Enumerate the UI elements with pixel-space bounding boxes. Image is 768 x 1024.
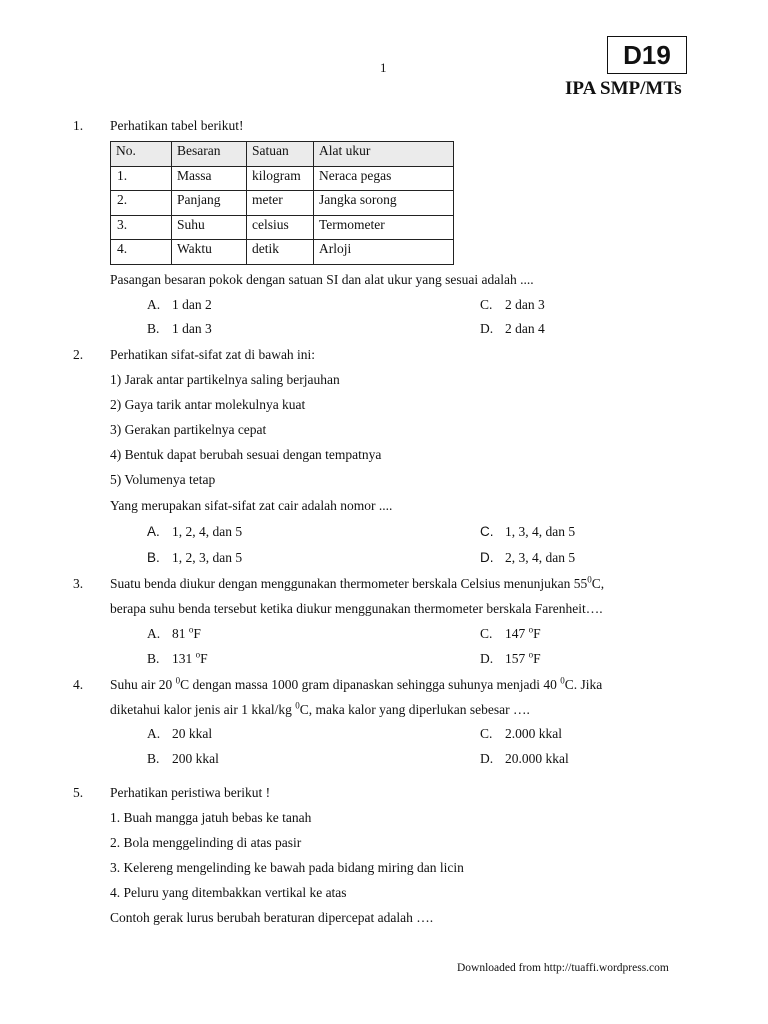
q2-list-item: 2) Gaya tarik antar molekulnya kuat <box>110 397 306 412</box>
option-text: 131 <box>172 651 196 666</box>
subject-title: IPA SMP/MTs <box>565 78 682 99</box>
q3-option-a[interactable] <box>147 626 201 642</box>
option-unit: F <box>533 626 541 641</box>
q1-prompt: Perhatikan tabel berikut! <box>110 118 244 133</box>
q4-text: diketahui kalor jenis air 1 kkal/kg <box>110 702 296 717</box>
q3-line-1 <box>110 576 604 592</box>
option-unit: F <box>533 651 541 666</box>
table-row <box>111 166 454 191</box>
option-letter: B. <box>147 751 160 766</box>
table-cell: detik <box>247 240 314 265</box>
option-text: 147 <box>505 626 529 641</box>
option-letter: C. <box>480 726 493 741</box>
table-header-row <box>111 142 454 167</box>
q5-list-item: 4. Peluru yang ditembakkan vertikal ke atas <box>110 885 347 900</box>
option-letter: B. <box>147 321 160 336</box>
option-text: 1, 2, 3, dan 5 <box>172 550 243 565</box>
option-letter: A. <box>147 726 161 741</box>
option-letter: B. <box>147 550 160 565</box>
table-cell: Suhu <box>172 215 247 240</box>
q1-question: Pasangan besaran pokok dengan satuan SI dan alat ukur yang sesuai adalah .... <box>110 272 534 287</box>
q2-option-a[interactable] <box>147 524 242 540</box>
table-header-cell: Besaran <box>172 142 247 167</box>
option-text: 2 dan 3 <box>505 297 545 312</box>
q4-text: C. Jika <box>564 677 603 692</box>
q4-option-b[interactable] <box>147 751 219 767</box>
table-cell: 4. <box>111 240 172 265</box>
option-letter: A. <box>147 297 161 312</box>
table-cell: meter <box>247 191 314 216</box>
option-text: 20.000 kkal <box>505 751 569 766</box>
option-letter: D. <box>480 550 494 565</box>
superscript: 0 <box>560 675 565 686</box>
q2-list-item: 5) Volumenya tetap <box>110 472 216 487</box>
option-letter: D. <box>480 321 494 336</box>
option-text: 1, 2, 4, dan 5 <box>172 524 243 539</box>
q2-option-b[interactable] <box>147 550 242 566</box>
q3-option-c[interactable] <box>480 626 541 642</box>
q5-list-item: 2. Bola menggelinding di atas pasir <box>110 835 302 850</box>
table-cell: Termometer <box>314 215 454 240</box>
q1-table <box>110 141 454 265</box>
q2-prompt: Perhatikan sifat-sifat zat di bawah ini: <box>110 347 316 362</box>
superscript: o <box>528 649 534 660</box>
option-letter: A. <box>147 524 160 539</box>
option-text: 81 <box>172 626 189 641</box>
table-cell: Neraca pegas <box>314 166 454 191</box>
option-text: 157 <box>505 651 529 666</box>
q4-line-1 <box>110 677 602 693</box>
q4-option-a[interactable] <box>147 726 212 742</box>
q1-number: 1. <box>73 118 84 133</box>
superscript: o <box>528 624 534 635</box>
q4-number: 4. <box>73 677 84 692</box>
table-cell: 1. <box>111 166 172 191</box>
q2-list-item: 3) Gerakan partikelnya cepat <box>110 422 267 437</box>
q3-option-b[interactable] <box>147 651 208 667</box>
table-cell: Waktu <box>172 240 247 265</box>
table-header-cell: No. <box>111 142 172 167</box>
q5-prompt: Perhatikan peristiwa berikut ! <box>110 785 271 800</box>
option-text: 2.000 kkal <box>505 726 562 741</box>
option-text: 1 dan 3 <box>172 321 212 336</box>
q5-question: Contoh gerak lurus berubah beraturan dipercepat adalah …. <box>110 910 434 925</box>
table-row <box>111 215 454 240</box>
table-row <box>111 240 454 265</box>
q5-list-item: 3. Kelereng mengelinding ke bawah pada bidang miring dan licin <box>110 860 464 875</box>
option-letter: C. <box>480 626 493 641</box>
q3-number: 3. <box>73 576 84 591</box>
table-cell: Arloji <box>314 240 454 265</box>
q4-line-2 <box>110 702 530 718</box>
superscript: 0 <box>587 574 592 585</box>
q3-line-1-end: C, <box>591 576 605 591</box>
q2-option-c[interactable] <box>480 524 575 540</box>
option-letter: A. <box>147 626 161 641</box>
option-letter: C. <box>480 524 494 539</box>
q2-list-item: 1) Jarak antar partikelnya saling berjauhan <box>110 372 340 387</box>
q4-option-c[interactable] <box>480 726 562 742</box>
table-row <box>111 191 454 216</box>
table-header-cell: Alat ukur <box>314 142 454 167</box>
table-cell: 3. <box>111 215 172 240</box>
q4-option-d[interactable] <box>480 751 569 767</box>
q1-option-a[interactable] <box>147 297 212 313</box>
q4-text: C, maka kalor yang diperlukan sebesar …. <box>299 702 530 717</box>
table-cell: kilogram <box>247 166 314 191</box>
q1-option-d[interactable] <box>480 321 545 337</box>
superscript: o <box>195 649 201 660</box>
q3-option-d[interactable] <box>480 651 541 667</box>
q4-text: C dengan massa 1000 gram dipanaskan sehingga suhunya menjadi 40 <box>180 677 561 692</box>
option-text: 2 dan 4 <box>505 321 545 336</box>
superscript: 0 <box>295 700 300 711</box>
option-unit: F <box>193 626 201 641</box>
q3-line-2: berapa suhu benda tersebut ketika diukur menggunakan thermometer berskala Farenheit…. <box>110 601 603 616</box>
table-cell: Jangka sorong <box>314 191 454 216</box>
option-unit: F <box>200 651 208 666</box>
option-text: 20 kkal <box>172 726 213 741</box>
table-cell: 2. <box>111 191 172 216</box>
q2-question: Yang merupakan sifat-sifat zat cair adalah nomor .... <box>110 498 393 513</box>
superscript: 0 <box>175 675 181 686</box>
option-text: 1, 3, 4, dan 5 <box>505 524 576 539</box>
option-text: 200 kkal <box>172 751 219 766</box>
q2-number: 2. <box>73 347 84 362</box>
option-letter: D. <box>480 751 494 766</box>
option-letter: C. <box>480 297 493 312</box>
option-text: 1 dan 2 <box>172 297 212 312</box>
page-number: 1 <box>380 60 387 75</box>
option-letter: D. <box>480 651 494 666</box>
table-cell: Massa <box>172 166 247 191</box>
option-letter: B. <box>147 651 160 666</box>
exam-code-box: D19 <box>607 36 687 74</box>
table-cell: celsius <box>247 215 314 240</box>
superscript: o <box>188 624 194 635</box>
q3-line-1-text: Suatu benda diukur dengan menggunakan thermometer berskala Celsius menunjukan 55 <box>110 576 588 591</box>
q1-option-b[interactable] <box>147 321 212 337</box>
q1-option-c[interactable] <box>480 297 545 313</box>
table-header-cell: Satuan <box>247 142 314 167</box>
q2-option-d[interactable] <box>480 550 575 566</box>
q2-list-item: 4) Bentuk dapat berubah sesuai dengan tempatnya <box>110 447 382 462</box>
q4-text: Suhu air 20 <box>110 677 176 692</box>
q5-list-item: 1. Buah mangga jatuh bebas ke tanah <box>110 810 312 825</box>
footer-source: Downloaded from http://tuaffi.wordpress.com <box>457 962 669 974</box>
option-text: 2, 3, 4, dan 5 <box>505 550 576 565</box>
table-cell: Panjang <box>172 191 247 216</box>
q5-number: 5. <box>73 785 84 800</box>
